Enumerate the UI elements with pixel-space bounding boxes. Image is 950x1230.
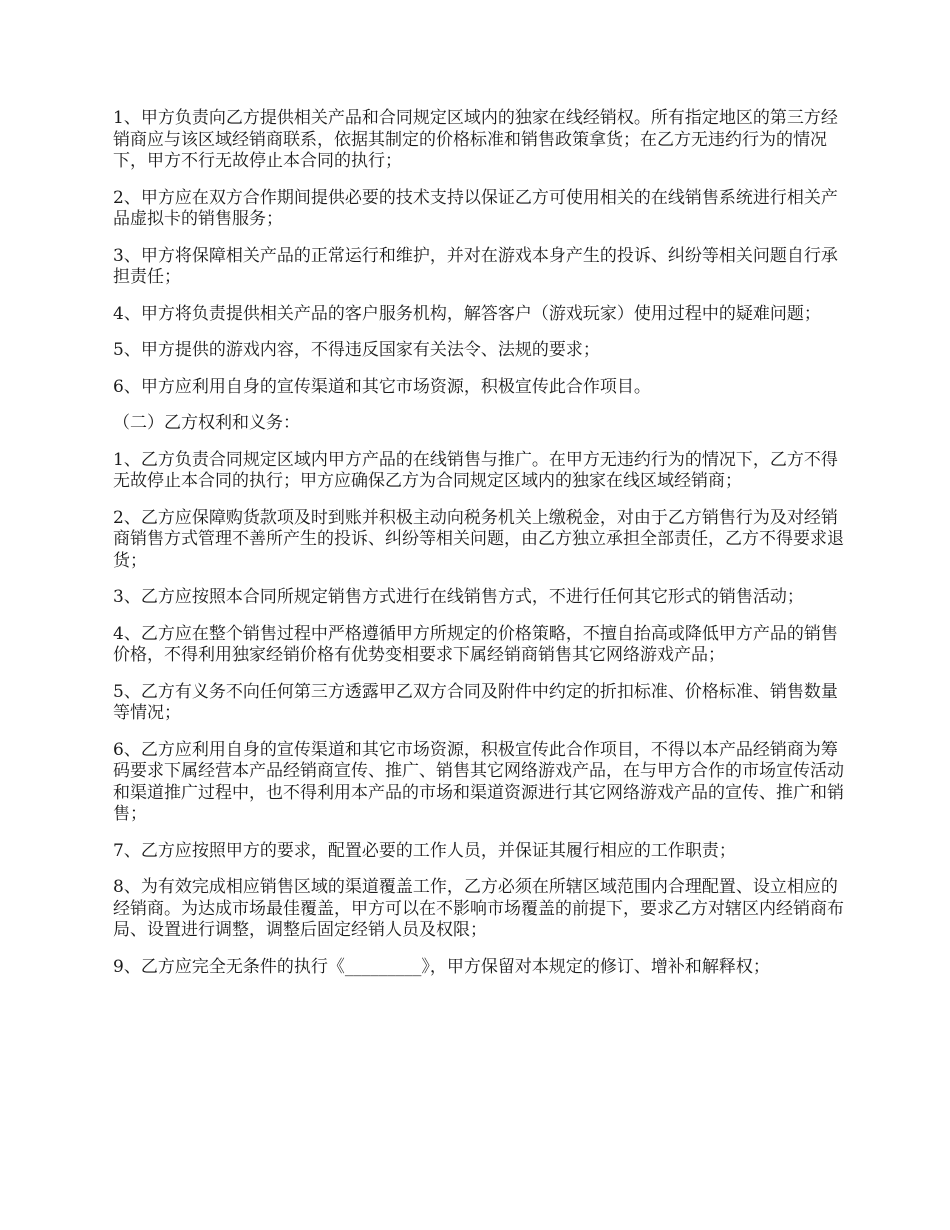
party-b-item-9: 9、乙方应完全无条件的执行《_________》，甲方保留对本规定的修订、增补和解释权；	[113, 956, 770, 977]
party-a-item-5: 5、甲方提供的游戏内容，不得违反国家有关法令、法规的要求；	[113, 340, 600, 360]
party-b-item-1: 1、乙方负责合同规定区域内甲方产品的在线销售与推广。在甲方无违约行为的情况下，乙方不得无故停止本合同的执行；甲方应确保乙方为合同规定区域内的独家在线区域经销商；	[113, 449, 838, 491]
party-b-item-7: 7、乙方应按照甲方的要求，配置必要的工作人员，并保证其履行相应的工作职责；	[113, 840, 736, 861]
party-b-item-3: 3、乙方应按照本合同所规定销售方式进行在线销售方式，不进行任何其它形式的销售活动；	[113, 587, 804, 607]
party-b-item-8: 8、为有效完成相应销售区域的渠道覆盖工作，乙方必须在所辖区域范围内合理配置、设立相应的经销商。为达成市场最佳覆盖，甲方可以在不影响市场覆盖的前提下，要求乙方对辖区内经销商布局、设置进行调整，调整后固定经销人员及权限；	[113, 877, 844, 940]
party-b-item-6: 6、乙方应利用自身的宣传渠道和其它市场资源，积极宣传此合作项目，不得以本产品经销商为筹码要求下属经营本产品经销商宣传、推广、销售其它网络游戏产品，在与甲方合作的市场宣传活动和渠道推广过程中，也不得利用本产品的市场和渠道资源进行其它网络游戏产品的宣传、推广和销售；	[113, 739, 844, 824]
party-a-item-4: 4、甲方将负责提供相关产品的客户服务机构，解答客户（游戏玩家）使用过程中的疑难问题；	[113, 303, 821, 324]
party-b-item-2: 2、乙方应保障购货款项及时到账并积极主动向税务机关上缴税金，对由于乙方销售行为及对经销商销售方式管理不善所产生的投诉、纠纷等相关问题，由乙方独立承担全部责任，乙方不得要求退货；	[113, 507, 844, 571]
party-b-item-4: 4、乙方应在整个销售过程中严格遵循甲方所规定的价格策略，不擅自抬高或降低甲方产品的销售价格，不得利用独家经销价格有优势变相要求下属经销商销售其它网络游戏产品；	[113, 623, 838, 665]
party-a-item-1: 1、甲方负责向乙方提供相关产品和合同规定区域内的独家在线经销权。所有指定地区的第三方经销商应与该区域经销商联系，依据其制定的价格标准和销售政策拿货；在乙方无违约行为的情况下，甲方不行无故停止本合同的执行；	[113, 108, 838, 171]
party-a-item-6: 6、甲方应利用自身的宣传渠道和其它市场资源，积极宣传此合作项目。	[113, 376, 651, 397]
party-a-item-2: 2、甲方应在双方合作期间提供必要的技术支持以保证乙方可使用相关的在线销售系统进行相关产品虚拟卡的销售服务；	[113, 187, 838, 229]
party-a-item-3: 3、甲方将保障相关产品的正常运行和维护，并对在游戏本身产生的投诉、纠纷等相关问题自行承担责任；	[113, 245, 838, 287]
party-b-item-5: 5、乙方有义务不向任何第三方透露甲乙双方合同及附件中约定的折扣标准、价格标准、销售数量等情况；	[113, 681, 838, 723]
document-page	[113, 108, 845, 993]
party-b-heading: （二）乙方权利和义务：	[113, 413, 300, 433]
